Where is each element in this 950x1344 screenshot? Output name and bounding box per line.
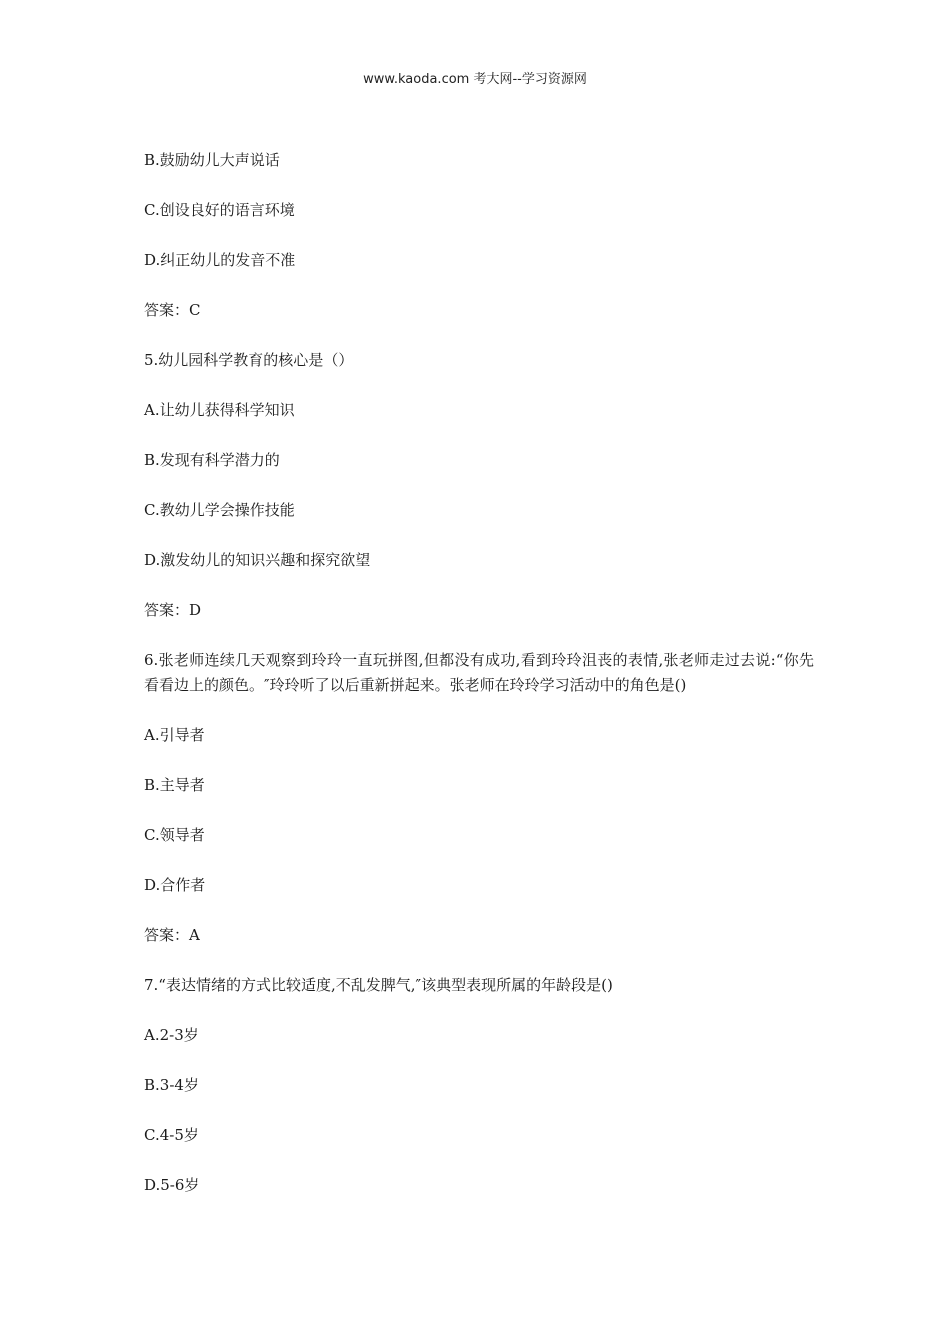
option-b: B.鼓励幼儿大声说话 xyxy=(144,151,280,169)
option-a: A.引导者 xyxy=(144,726,205,744)
option-a: A.2-3岁 xyxy=(144,1026,199,1044)
option-d: D.纠正幼儿的发音不准 xyxy=(144,251,296,269)
option-d: D.5-6岁 xyxy=(144,1176,200,1194)
option-c: C.领导者 xyxy=(144,826,205,844)
option-c: C.教幼儿学会操作技能 xyxy=(144,501,295,519)
option-d: D.合作者 xyxy=(144,876,206,894)
question-5: 5.幼儿园科学教育的核心是（） xyxy=(144,351,354,369)
question-7: 7.“表达情绪的方式比较适度,不乱发脾气,″该典型表现所属的年龄段是() xyxy=(144,976,613,994)
question-6: 6.张老师连续几天观察到玲玲一直玩拼图,但都没有成功,看到玲玲沮丧的表情,张老师走过去说:“你先看看边上的颜色。″玲玲听了以后重新拼起来。张老师在玲玲学习活动中的角色是() xyxy=(144,651,814,694)
option-b: B.3-4岁 xyxy=(144,1076,199,1094)
answer: 答案：C xyxy=(144,301,201,319)
option-c: C.创设良好的语言环境 xyxy=(144,201,295,219)
option-c: C.4-5岁 xyxy=(144,1126,199,1144)
page-header: www.kaoda.com 考大网--学习资源网 xyxy=(363,72,587,87)
option-b: B.发现有科学潜力的 xyxy=(144,451,280,469)
option-d: D.激发幼儿的知识兴趣和探究欲望 xyxy=(144,551,371,569)
option-b: B.主导者 xyxy=(144,776,205,794)
answer: 答案：A xyxy=(144,926,200,944)
answer: 答案：D xyxy=(144,601,202,619)
document-body xyxy=(144,148,814,1223)
option-a: A.让幼儿获得科学知识 xyxy=(144,401,295,419)
